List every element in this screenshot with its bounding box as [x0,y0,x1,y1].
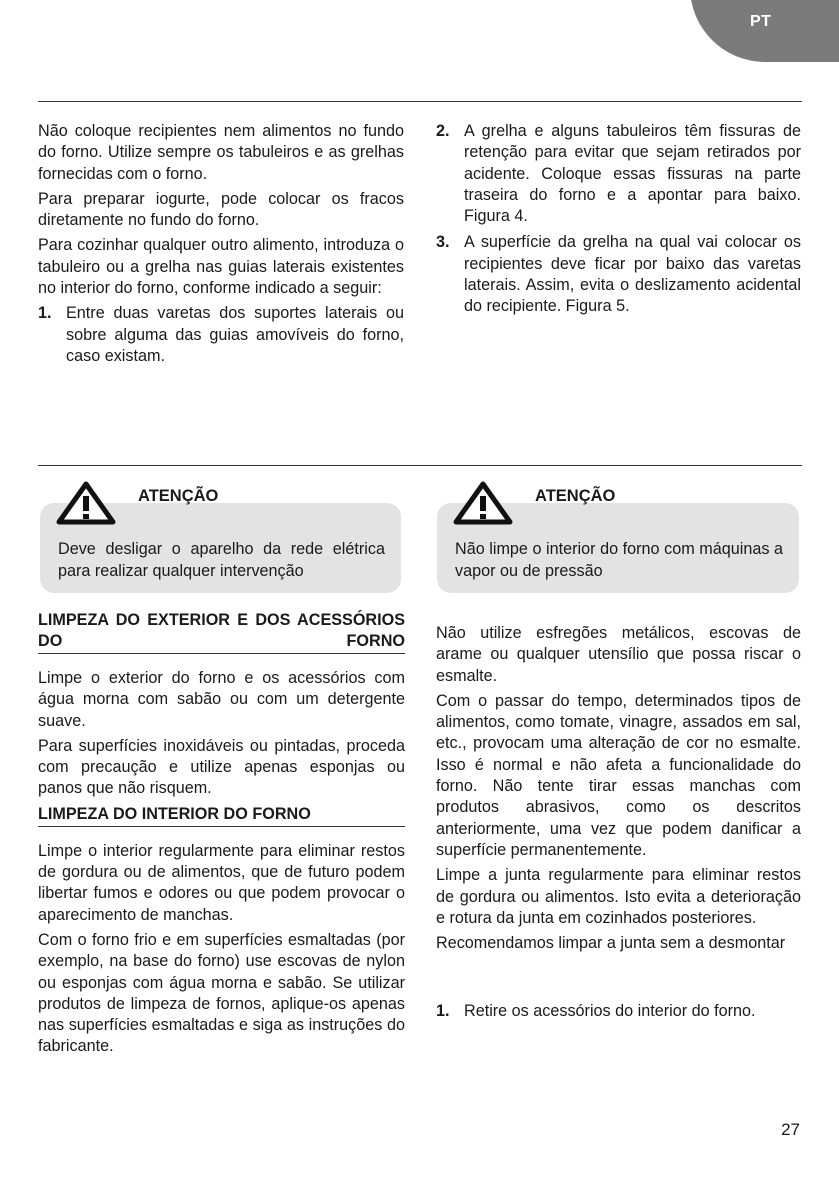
warning-triangle-icon [453,481,513,525]
paragraph: Não utilize esfregões metálicos, escovas de arame ou qualquer utensílio que possa riscar o esmalte. [436,624,801,685]
list-number: 2. [436,122,450,140]
list-item [436,1001,801,1022]
page-number: 27 [781,1120,800,1139]
list-text: A superfície da grelha na qual vai colocar os recipientes deve ficar por baixo das varetas laterais. Assim, evita o deslizamento acidental do recipiente. Figura 5. [464,233,801,316]
list-number: 1. [436,1002,450,1021]
list-number: 1. [38,304,52,323]
list-number: 3. [436,233,450,252]
warning-box-right [437,487,799,593]
section2-right-column [436,623,801,1028]
middle-divider [38,465,802,466]
warning-title: ATENÇÃO [138,487,219,505]
heading-exterior-cleaning: LIMPEZA DO EXTERIOR E DOS ACESSÓRIOS DO FORNO [38,610,405,654]
paragraph: Limpe o interior regularmente para eliminar restos de gordura ou de alimentos, que de futuro podem libertar fumos e odores ou que podem provocar o aparecimento de manchas. [38,841,405,924]
section1-right-column [436,121,801,323]
warning-triangle-icon [56,481,116,525]
warning-header [453,481,616,525]
top-divider [38,101,802,102]
warning-title: ATENÇÃO [535,487,616,505]
list-item [436,232,801,317]
list-text: Retire os acessórios do interior do forno. [464,1002,756,1021]
language-label: PT [750,13,772,30]
section2-left-column [38,610,405,1062]
warning-text: Não limpe o interior do forno com máquinas a vapor ou de pressão [455,540,783,580]
list-item [38,303,404,367]
heading-interior-cleaning: LIMPEZA DO INTERIOR DO FORNO [38,804,405,827]
list-item [436,121,801,227]
list-text: A grelha e alguns tabuleiros têm fissuras de retenção para evitar que sejam retirados por acidente. Coloque essas fissuras na parte traseira do forno e a apontar para baixo. Figura 4. [464,122,801,226]
language-tab [690,0,839,62]
warning-header [56,481,219,525]
paragraph: Com o forno frio e em superfícies esmaltadas (por exemplo, na base do forno) use escovas de nylon ou esponjas com água morna e sabão. Se utilizar produtos de limpeza de fornos, aplique-os apenas nas superfícies esmaltadas e siga as instruções do fabricante. [38,930,405,1056]
warning-text: Deve desligar o aparelho da rede elétrica para realizar qualquer intervenção [58,540,385,580]
paragraph: Para superfícies inoxidáveis ou pintadas, proceda com precaução e utilize apenas esponjas ou panos que não risquem. [38,736,405,798]
warning-box-left [40,487,401,593]
paragraph: Recomendamos limpar a junta sem a desmontar [436,934,786,953]
paragraph: Limpe a junta regularmente para eliminar restos de gordura ou alimentos. Isto evita a deterioração e rotura da junta em cozinhados posteriores. [436,866,801,927]
paragraph: Para preparar iogurte, pode colocar os fracos diretamente no fundo do forno. [38,189,404,230]
paragraph: Não coloque recipientes nem alimentos no fundo do forno. Utilize sempre os tabuleiros e as grelhas fornecidas com o forno. [38,122,404,183]
paragraph: Para cozinhar qualquer outro alimento, introduza o tabuleiro ou a grelha nas guias laterais existentes no interior do forno, conforme indicado a seguir: [38,236,404,298]
list-text: Entre duas varetas dos suportes laterais ou sobre alguma das guias amovíveis do forno, caso existam. [66,304,404,365]
section1-left-column [38,121,404,372]
paragraph: Com o passar do tempo, determinados tipos de alimentos, como tomate, vinagre, assados em sal, etc., provocam uma alteração de cor no esmalte. Isso é normal e não afeta a funcionalidade do forno. Não tente tirar essas manchas com produtos abrasivos, como os descritos anteriormente, uma vez que podem danificar a superfície permanentemente. [436,691,801,859]
paragraph: Limpe o exterior do forno e os acessórios com água morna com sabão ou com um detergente suave. [38,669,405,730]
